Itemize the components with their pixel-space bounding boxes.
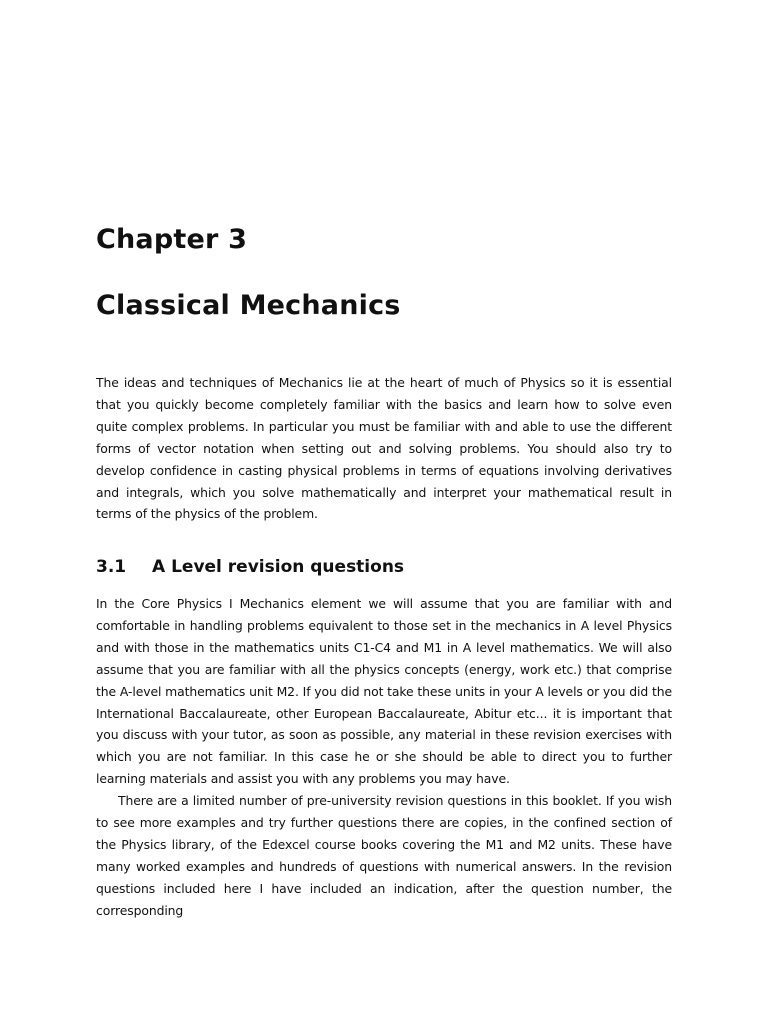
section-heading: [96, 554, 404, 580]
intro-paragraph: The ideas and techniques of Mechanics lie at the heart of much of Physics so it is essential that you quickly become completely familiar with the basics and learn how to solve even quite complex problems. In particular you must be familiar with and able to use the different forms of vector notation when setting out and solving problems. You should also try to develop confidence in casting physical problems in terms of equations involving derivatives and integrals, which you solve mathematically and interpret your mathematical result in terms of the physics of the problem.: [96, 375, 672, 522]
document-page: [96, 0, 672, 1024]
section-paragraph: In the Core Physics I Mechanics element we will assume that you are familiar with and comfortable in handling problems equivalent to those set in the mechanics in A level Physics and with those in the mathematics units C1-C4 and M1 in A level mathematics. We will also assume that you are familiar with all the physics concepts (energy, work etc.) that comprise the A-level mathematics unit M2. If you did not take these units in your A levels or you did the International Baccalaureate, other European Baccalaureate, Abitur etc... it is important that you discuss with your tutor, as soon as possible, any material in these revision exercises with which you are not familiar. In this case he or she should be able to direct you to further learning materials and assist you with any problems you may have.: [96, 596, 672, 787]
chapter-label: Chapter 3: [96, 224, 248, 255]
section-paragraph: There are a limited number of pre-university revision questions in this booklet. If you wish to see more examples and try further questions there are copies, in the confined section of the Physics library, of the Edexcel course books covering the M1 and M2 units. These have many worked examples and hundreds of questions with numerical answers. In the revision questions included here I have included an indication, after the question number, the corresponding: [96, 793, 672, 918]
chapter-title: Classical Mechanics: [96, 290, 401, 321]
section-title: A Level revision questions: [152, 557, 405, 577]
section-body: [96, 593, 672, 922]
section-number: 3.1: [96, 557, 127, 577]
